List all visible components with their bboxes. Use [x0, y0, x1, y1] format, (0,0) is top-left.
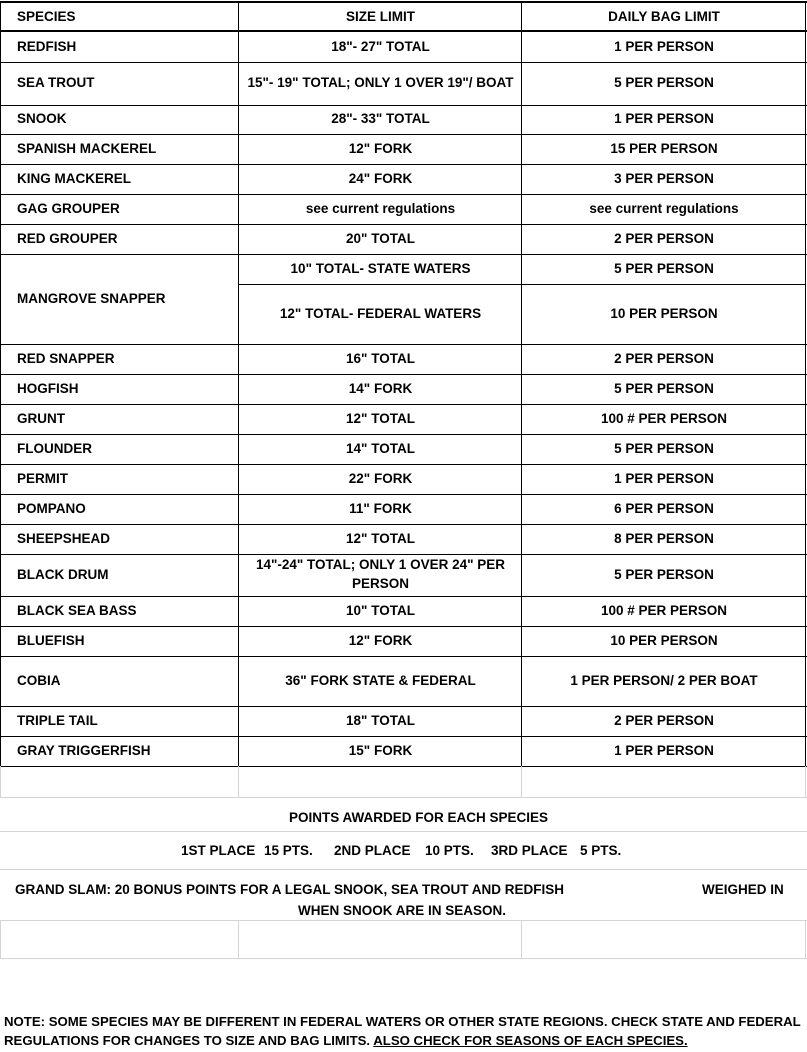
size-limit-cell — [240, 134, 521, 164]
species-name: BLACK SEA BASS — [17, 602, 137, 618]
third-place-label: 3RD PLACE — [491, 843, 568, 858]
second-place-points: 10 PTS. — [425, 843, 474, 858]
row-divider — [0, 766, 807, 767]
second-place-label: 2ND PLACE — [334, 843, 411, 858]
bag-limit-value: see current regulations — [589, 200, 739, 216]
row-divider — [0, 797, 807, 798]
size-limit-cell — [240, 736, 521, 766]
species-name: SNOOK — [17, 111, 67, 127]
species-name: RED SNAPPER — [17, 350, 115, 366]
row-divider — [0, 62, 807, 63]
species-cell — [17, 626, 237, 656]
bag-limit-value: 2 PER PERSON — [614, 230, 714, 246]
size-limit-value: 11" FORK — [349, 500, 412, 516]
species-cell — [17, 105, 237, 134]
bag-limit-value: 5 PER PERSON — [614, 440, 714, 456]
size-limit-cell — [240, 626, 521, 656]
species-name: BLUEFISH — [17, 632, 85, 648]
size-limit-value: 24" FORK — [348, 170, 413, 186]
size-limit-cell — [240, 344, 521, 374]
species-name: MANGROVE SNAPPER — [17, 290, 166, 306]
grand-slam-line-1: GRAND SLAM: 20 BONUS POINTS FOR A LEGAL SNOOK, SEA TROUT AND REDFISH — [15, 882, 565, 897]
species-cell — [17, 404, 237, 434]
species-name: REDFISH — [17, 38, 77, 54]
row-divider — [0, 194, 807, 195]
column-divider — [238, 2, 239, 767]
species-name: GRUNT — [17, 410, 65, 426]
bag-limit-cell — [522, 626, 806, 656]
row-divider — [0, 494, 807, 495]
bag-limit-value: 100 # PER PERSON — [600, 410, 728, 426]
bag-limit-cell — [522, 194, 806, 224]
bag-limit-value: 6 PER PERSON — [614, 500, 714, 516]
bag-limit-value: 5 PER PERSON — [614, 260, 714, 276]
bag-limit-cell — [522, 344, 806, 374]
size-limit-value: 20" TOTAL — [346, 230, 415, 246]
bag-limit-cell — [522, 434, 806, 464]
bag-limit-value: 3 PER PERSON — [614, 170, 714, 186]
row-divider — [0, 920, 807, 921]
size-limit-value: 22" FORK — [348, 470, 413, 486]
row-divider — [0, 134, 807, 135]
species-name: KING MACKEREL — [17, 170, 131, 186]
regulations-note — [4, 1013, 804, 1050]
bag-limit-cell — [522, 596, 806, 626]
species-cell — [17, 62, 237, 105]
size-limit-value: 16" TOTAL — [346, 350, 415, 366]
column-divider — [238, 766, 239, 797]
size-limit-value: 10" TOTAL — [346, 602, 415, 618]
species-cell — [17, 656, 237, 706]
bag-limit-value: 1 PER PERSON — [614, 742, 714, 758]
bag-limit-cell — [522, 374, 806, 404]
bag-limit-value: 1 PER PERSON — [614, 470, 714, 486]
species-name: BLACK DRUM — [17, 566, 109, 582]
size-limit-value: 12" TOTAL — [346, 530, 415, 546]
column-divider — [0, 2, 1, 767]
species-name: COBIA — [17, 672, 61, 688]
size-limit-cell — [240, 194, 521, 224]
bag-limit-cell — [522, 164, 806, 194]
row-divider — [0, 164, 807, 165]
bag-limit-value: 10 PER PERSON — [610, 632, 718, 648]
grand-slam-line-2: WHEN SNOOK ARE IN SEASON. — [297, 903, 507, 918]
row-divider — [0, 434, 807, 435]
row-divider — [0, 1, 807, 3]
size-limit-value: 18"- 27" TOTAL — [331, 38, 430, 54]
species-name: SHEEPSHEAD — [17, 530, 111, 546]
species-cell — [17, 554, 237, 596]
size-limit-value: 14" TOTAL — [346, 440, 415, 456]
size-limit-header-text: SIZE LIMIT — [346, 9, 415, 25]
size-limit-cell — [240, 706, 521, 736]
row-divider — [0, 524, 807, 525]
row-divider — [0, 958, 807, 959]
size-limit-header — [240, 4, 521, 31]
bag-limit-cell — [522, 524, 806, 554]
size-limit-value: 18" TOTAL — [346, 712, 415, 728]
bag-limit-cell — [522, 254, 806, 284]
bag-limit-cell — [522, 224, 806, 254]
weighed-in-label: WEIGHED IN — [702, 882, 784, 897]
bag-limit-value: 1 PER PERSON — [614, 111, 714, 127]
size-limit-cell — [240, 164, 521, 194]
size-limit-cell — [240, 596, 521, 626]
species-cell — [17, 736, 237, 766]
species-header — [17, 4, 237, 31]
column-divider — [805, 766, 806, 797]
size-limit-value: 12" TOTAL- FEDERAL WATERS — [279, 305, 482, 321]
bag-limit-cell — [522, 62, 806, 105]
bag-limit-value: 5 PER PERSON — [614, 75, 714, 91]
bag-limit-cell — [522, 554, 806, 596]
column-divider — [521, 920, 522, 958]
size-limit-cell — [240, 554, 521, 596]
species-cell — [17, 224, 237, 254]
bag-limit-cell — [522, 134, 806, 164]
row-divider — [0, 344, 807, 345]
bag-limit-value: 1 PER PERSON — [614, 38, 714, 54]
row-divider — [0, 736, 807, 737]
species-name: SPANISH MACKEREL — [17, 140, 157, 156]
species-name: POMPANO — [17, 500, 86, 516]
species-cell — [17, 464, 237, 494]
row-divider — [239, 284, 806, 285]
bag-limit-cell — [522, 736, 806, 766]
bag-limit-cell — [522, 494, 806, 524]
bag-limit-cell — [522, 105, 806, 134]
first-place-label: 1ST PLACE — [181, 843, 256, 858]
bag-limit-value: 8 PER PERSON — [614, 530, 714, 546]
species-cell — [17, 524, 237, 554]
species-cell — [17, 434, 237, 464]
row-divider — [0, 554, 807, 555]
row-divider — [0, 105, 807, 106]
species-cell — [17, 706, 237, 736]
size-limit-cell — [240, 62, 521, 105]
bag-limit-cell — [522, 284, 806, 344]
species-cell — [17, 344, 237, 374]
column-divider — [805, 920, 806, 958]
species-cell — [17, 254, 237, 344]
size-limit-value: 14"-24" TOTAL; ONLY 1 OVER 24" PER PERSON — [255, 557, 506, 591]
species-cell — [17, 374, 237, 404]
row-divider — [0, 596, 807, 597]
size-limit-value: 10" TOTAL- STATE WATERS — [290, 260, 471, 276]
note-text: NOTE: SOME SPECIES MAY BE DIFFERENT IN FEDERAL WATERS OR OTHER STATE REGIONS. CHECK STATE AND FEDERAL REGULATIONS FOR CHANGES TO SIZE AND BAG LIMITS. — [4, 1014, 801, 1048]
size-limit-value: 15"- 19" TOTAL; ONLY 1 OVER 19"/ BOAT — [247, 75, 514, 91]
column-divider — [0, 766, 1, 797]
bag-limit-cell — [522, 464, 806, 494]
size-limit-value: see current regulations — [305, 200, 456, 216]
species-cell — [17, 164, 237, 194]
bag-limit-value: 10 PER PERSON — [610, 305, 718, 321]
species-cell — [17, 596, 237, 626]
species-name: FLOUNDER — [17, 440, 92, 456]
bag-limit-value: 15 PER PERSON — [610, 140, 718, 156]
species-name: SEA TROUT — [17, 75, 95, 91]
size-limit-cell — [240, 374, 521, 404]
bag-limit-cell — [522, 32, 806, 62]
bag-limit-value: 2 PER PERSON — [614, 712, 714, 728]
bag-limit-value: 5 PER PERSON — [614, 380, 714, 396]
species-name: HOGFISH — [17, 380, 79, 396]
size-limit-cell — [240, 494, 521, 524]
size-limit-value: 28"- 33" TOTAL — [331, 111, 430, 127]
row-divider — [0, 404, 807, 405]
species-name: GAG GROUPER — [17, 200, 120, 216]
species-name: TRIPLE TAIL — [17, 712, 98, 728]
species-header-text: SPECIES — [17, 9, 76, 25]
size-limit-cell — [240, 404, 521, 434]
bag-limit-value: 2 PER PERSON — [614, 350, 714, 366]
species-name: RED GROUPER — [17, 230, 118, 246]
size-limit-cell — [240, 284, 521, 344]
column-divider — [0, 920, 1, 958]
seasons-note: ALSO CHECK FOR SEASONS OF EACH SPECIES. — [373, 1032, 688, 1048]
bag-limit-value: 1 PER PERSON/ 2 PER BOAT — [570, 672, 758, 688]
row-divider — [0, 224, 807, 225]
size-limit-cell — [240, 105, 521, 134]
size-limit-value: 12" FORK — [348, 632, 413, 648]
row-divider — [0, 374, 807, 375]
species-cell — [17, 32, 237, 62]
row-divider — [0, 869, 807, 870]
size-limit-value: 12" TOTAL — [346, 410, 415, 426]
size-limit-cell — [240, 224, 521, 254]
bag-limit-header — [522, 4, 806, 31]
size-limit-value: 12" FORK — [348, 140, 413, 156]
size-limit-value: 36" FORK STATE & FEDERAL — [285, 672, 476, 688]
column-divider — [521, 2, 522, 767]
first-place-points: 15 PTS. — [264, 843, 313, 858]
species-cell — [17, 194, 237, 224]
points-title: POINTS AWARDED FOR EACH SPECIES — [288, 810, 549, 825]
size-limit-cell — [240, 32, 521, 62]
column-divider — [805, 2, 806, 767]
row-divider — [0, 464, 807, 465]
row-divider — [0, 626, 807, 627]
bag-limit-cell — [522, 656, 806, 706]
size-limit-cell — [240, 434, 521, 464]
species-name: PERMIT — [17, 470, 69, 486]
row-divider — [0, 656, 807, 657]
size-limit-cell — [240, 524, 521, 554]
size-limit-cell — [240, 254, 521, 284]
size-limit-cell — [240, 656, 521, 706]
column-divider — [521, 766, 522, 797]
bag-limit-value: 5 PER PERSON — [614, 566, 714, 582]
third-place-points: 5 PTS. — [580, 843, 622, 858]
bag-limit-cell — [522, 706, 806, 736]
species-cell — [17, 494, 237, 524]
species-name: GRAY TRIGGERFISH — [17, 742, 151, 758]
row-divider — [0, 831, 807, 832]
size-limit-cell — [240, 464, 521, 494]
size-limit-value: 14" FORK — [348, 380, 413, 396]
size-limit-value: 15" FORK — [348, 742, 413, 758]
bag-limit-value: 100 # PER PERSON — [600, 602, 728, 618]
column-divider — [238, 920, 239, 958]
row-divider — [0, 254, 807, 255]
bag-limit-header-text: DAILY BAG LIMIT — [608, 9, 720, 25]
row-divider — [0, 706, 807, 707]
species-cell — [17, 134, 237, 164]
bag-limit-cell — [522, 404, 806, 434]
